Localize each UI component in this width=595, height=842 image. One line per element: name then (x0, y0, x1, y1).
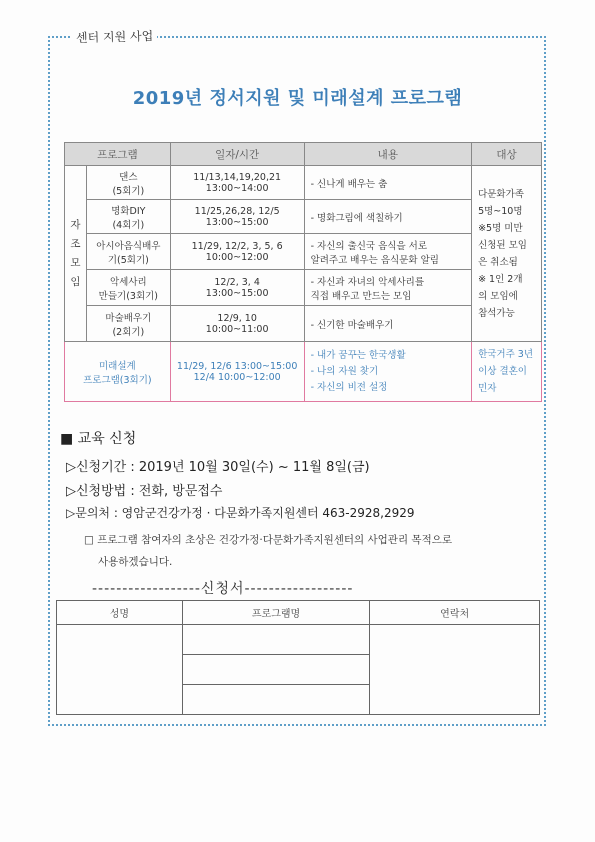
future-program-row (65, 342, 542, 402)
datetime-cell: 11/25,26,28, 12/5 13:00~15:00 (170, 200, 304, 234)
name-field[interactable] (57, 625, 183, 715)
table-row (65, 306, 542, 342)
header-program: 프로그램 (65, 143, 171, 166)
content-cell: - 내가 꿈꾸는 한국생활 - 나의 자원 찾기 - 자신의 비전 설정 (304, 342, 472, 402)
target-cell: 한국거주 3년 이상 결혼이 민자 (472, 342, 542, 402)
form-divider: ------------------신청서------------------ (92, 581, 354, 597)
program-cell: 명화DIY (4회기) (86, 200, 170, 234)
application-form-table (56, 600, 540, 715)
content-cell: - 자신과 자녀의 악세사리를 직접 배우고 만드는 모임 (304, 270, 472, 306)
group-target-cell: 다문화가족 5명~10명 ※5명 미만 신청된 모임 은 취소됨 ※ 1인 2개 의 모임에 참석가능 (472, 166, 542, 342)
table-header-row (65, 143, 542, 166)
datetime-cell: 11/13,14,19,20,21 13:00~14:00 (170, 166, 304, 200)
privacy-notice-line2: 사용하겠습니다. (98, 556, 173, 568)
program-field[interactable] (182, 685, 370, 715)
datetime-cell: 12/2, 3, 4 13:00~15:00 (170, 270, 304, 306)
privacy-notice-line1: □ 프로그램 참여자의 초상은 건강가정·다문화가족지원센터의 사업관리 목적으로 (84, 534, 453, 546)
header-target: 대상 (472, 143, 542, 166)
program-cell: 미래설계 프로그램(3회기) (65, 342, 171, 402)
application-heading: ■ 교육 신청 (60, 431, 137, 447)
application-period: ▷신청기간 : 2019년 10월 30일(수) ~ 11월 8일(금) (66, 460, 370, 475)
table-row (65, 200, 542, 234)
form-header-row (57, 601, 540, 625)
program-cell: 마술배우기 (2회기) (86, 306, 170, 342)
table-row (65, 270, 542, 306)
form-header-name: 성명 (57, 601, 183, 625)
contact-field[interactable] (370, 625, 540, 715)
form-header-contact: 연락처 (370, 601, 540, 625)
datetime-cell: 12/9, 10 10:00~11:00 (170, 306, 304, 342)
content-cell: - 신기한 마술배우기 (304, 306, 472, 342)
program-field[interactable] (182, 655, 370, 685)
program-cell: 악세사리 만들기(3회기) (86, 270, 170, 306)
program-table (64, 142, 542, 402)
table-row (65, 234, 542, 270)
header-content: 내용 (304, 143, 472, 166)
application-method: ▷신청방법 : 전화, 방문접수 (66, 484, 223, 499)
content-cell: - 신나게 배우는 춤 (304, 166, 472, 200)
datetime-cell: 11/29, 12/2, 3, 5, 6 10:00~12:00 (170, 234, 304, 270)
form-header-program: 프로그램명 (182, 601, 370, 625)
group-label: 자 조 모 임 (65, 166, 87, 342)
form-row (57, 625, 540, 655)
content-cell: - 명화그림에 색칠하기 (304, 200, 472, 234)
datetime-cell: 11/29, 12/6 13:00~15:00 12/4 10:00~12:00 (170, 342, 304, 402)
header-datetime: 일자/시간 (170, 143, 304, 166)
program-cell: 아시아음식배우 기(5회기) (86, 234, 170, 270)
table-row (65, 166, 542, 200)
application-contact: ▷문의처 : 영암군건강가정 · 다문화가족지원센터 463-2928,2929 (66, 506, 415, 520)
program-cell: 댄스 (5회기) (86, 166, 170, 200)
page-title: 2019년 정서지원 및 미래설계 프로그램 (132, 88, 463, 109)
program-field[interactable] (182, 625, 370, 655)
content-cell: - 자신의 출신국 음식을 서로 알려주고 배우는 음식문화 알림 (304, 234, 472, 270)
corner-label: 센터 지원 사업 (72, 27, 158, 46)
